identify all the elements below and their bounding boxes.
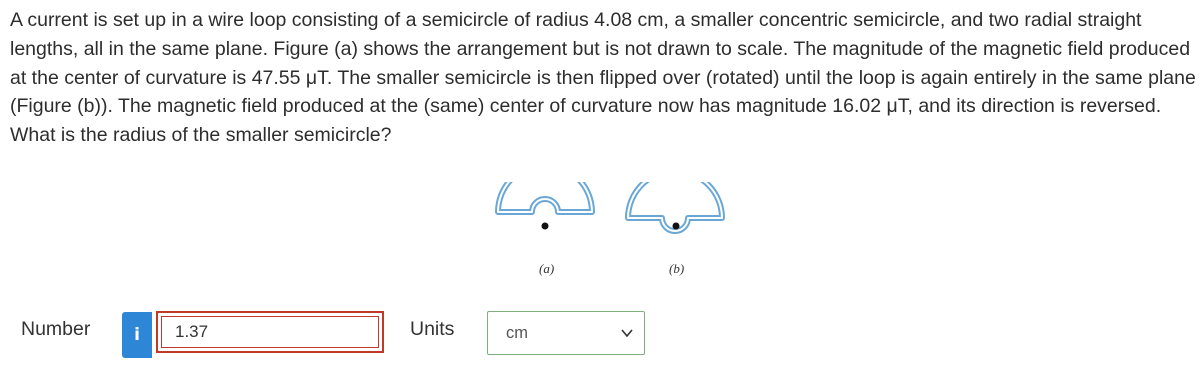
number-input[interactable] [161,316,379,348]
answer-row [0,308,1200,354]
figure-b-loop [628,182,722,231]
loop-figure [488,182,738,282]
question-text: A current is set up in a wire loop consisting of a semicircle of radius 4.08 cm, a smaller concentric semicircle, and two radial straight lengths, all in the same plane. Figure (a) shows the arrangement but is not drawn to scale. The magnitude of the magnetic field produced at the center of curvature is 47.55 μT. The smaller semicircle is then flipped over (rotated) until the loop is again entirely in the same plane (Figure (b)). The magnetic field produced at the (same) center of curvature now has magnitude 16.02 μT, and its direction is reversed. What is the radius of the smaller semicircle? [10,9,1196,147]
chevron-down-icon [620,326,634,340]
units-label: Units [410,318,455,340]
loop-diagram [488,182,738,282]
number-input-frame [156,311,384,353]
figure-a-loop [498,182,592,230]
center-dot-b [673,223,680,230]
figure-a-label: (a) [539,261,555,276]
units-selected-value: cm [506,324,528,342]
info-icon[interactable]: i [122,312,152,358]
number-label: Number [21,318,91,340]
units-select[interactable] [487,311,645,355]
figure-b-label: (b) [669,261,685,276]
center-dot-a [542,223,549,230]
